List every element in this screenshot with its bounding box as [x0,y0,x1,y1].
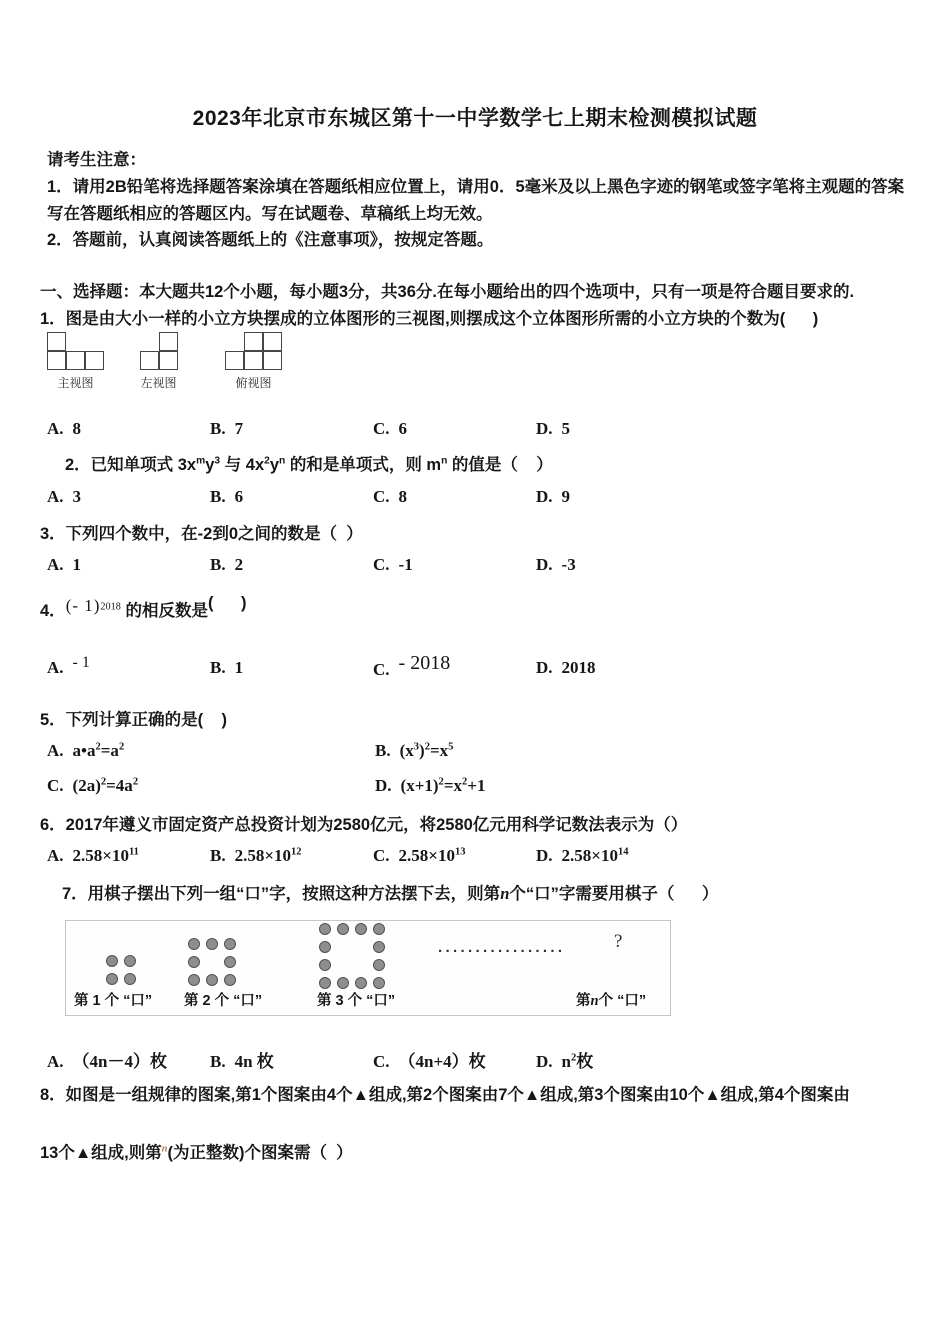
option-value: - 2018 [398,652,451,674]
option-value: $(x+1)^2=x^2+1$ [400,776,486,795]
question-8-line-2: 13个▲组成,则第$^n$(为正整数)个图案需（ ） [40,1143,353,1162]
question-mark: ? [614,931,623,952]
notice-heading: 请考生注意： [47,151,146,169]
option-letter: C. [373,660,390,679]
q7-figure-3-label: 第 3 个 “口” [317,993,396,1009]
q6-option-d [536,846,699,866]
q7-figure-2-dots [188,938,236,986]
option-letter: A. [47,419,64,438]
option-letter: C. [373,555,390,574]
option-value: 1 [72,555,82,574]
q5-option-d [375,776,703,796]
q3-option-d [536,555,699,575]
question-1-stem: 1．图是由大小一样的小立方块摆成的立体图形的三视图,则摆成这个立体图形所需的小立方块的个数为( ) [40,310,819,328]
q6-options [47,846,699,866]
option-value: 6 [398,419,408,438]
question-3-stem: 3．下列四个数中，在-2到0之间的数是（ ） [40,525,363,543]
q3-option-a [47,555,210,575]
option-value: $a•a^2=a^2$ [72,741,125,760]
q7-figure-2-label: 第 2 个 “口” [184,993,263,1009]
option-letter: B. [375,741,391,760]
option-letter: D. [375,776,392,795]
question-8-line-1: 8．如图是一组规律的图案,第1个图案由4个▲组成,第2个图案由7个▲组成,第3个图案由10个▲组成,第4个图案由 [40,1086,850,1104]
q4-option-c [373,652,536,681]
option-value: $2.58\times 10^{11}$ [72,846,139,865]
option-value: 3 [72,487,82,506]
q7-figure-box [65,920,671,1016]
question-7-stem: 7．用棋子摆出下列一组“口”字，按照这种方法摆下去，则第n个“口”字需要用棋子（ ） [62,884,719,903]
option-value: 7 [234,419,244,438]
q5-option-c [47,776,375,796]
q5-option-a [47,741,375,761]
option-value: $2.58\times 10^{13}$ [398,846,466,865]
q2-option-a [47,487,210,507]
option-letter: A. [47,487,64,506]
q1-option-a [47,419,210,439]
q1-option-d [536,419,699,439]
option-value: 9 [561,487,571,506]
option-value: -3 [561,555,576,574]
q3-option-b [210,555,373,575]
option-value: 8 [398,487,408,506]
option-value: 1 [234,658,244,677]
q2-option-b [210,487,373,507]
option-letter: B. [210,1052,226,1071]
q2-option-d [536,487,699,507]
option-value: $(x^3)^2=x^5$ [399,741,454,760]
option-letter: D. [536,658,553,677]
option-value: 4n 枚 [234,1052,274,1071]
q7-figure-n-label: 第n个 “口” [576,993,647,1009]
option-letter: B. [210,555,226,574]
q4-option-b [210,658,373,681]
option-letter: A. [47,658,64,677]
option-value: $(2a)^2=4a^2$ [72,776,139,795]
option-value: $2.58\times 10^{12}$ [234,846,302,865]
q5-option-b [375,741,703,761]
q1-option-b [210,419,373,439]
q7-figure-3-dots [319,923,385,989]
option-value: 2018 [561,658,596,677]
top-view-label: 俯视图 [235,376,272,390]
option-value: -1 [398,555,413,574]
q4-options [47,652,699,681]
q7-option-b [210,1047,373,1072]
q3-options [47,555,699,575]
notice-item-1: 1．请用2B铅笔将选择题答案涂填在答题纸相应位置上，请用0．5毫米及以上黑色字迹的钢笔或签字笔将主观题的答案写在答题纸相应的答题区内。写在试题卷、草稿纸上均无效。 [47,178,905,223]
q6-option-a [47,846,210,866]
q2-option-c [373,487,536,507]
q7-options [47,1047,699,1072]
option-value: （4n+4）枚 [398,1052,486,1071]
option-letter: A. [47,555,64,574]
question-4-stem: 4．(- 1)$^{2018}$ 的相反数是( ) [40,594,247,620]
q7-figure-1-dots [106,955,136,985]
option-value: （4n－4）枚 [72,1052,167,1071]
ellipsis-dots: ················· [438,943,566,960]
option-letter: D. [536,555,553,574]
option-letter: B. [210,487,226,506]
left-view-figure [140,332,178,370]
q4-option-d [536,658,699,681]
page-title: 2023年北京市东城区第十一中学数学七上期末检测模拟试题 [192,107,758,130]
q5-options-row-1 [47,741,703,761]
option-letter: D. [536,1052,553,1071]
option-letter: C. [373,1052,390,1071]
question-2-stem: 2．已知单项式 $3x^my^3$ 与 $4x^2y^n$ 的和是单项式，则 $m^n$ 的值是（ ） [65,455,553,474]
option-letter: A. [47,1052,64,1071]
question-6-stem: 6．2017年遵义市固定资产总投资计划为2580亿元，将2580亿元用科学记数法表示为（） [40,816,688,834]
option-letter: B. [210,419,226,438]
q4-option-a [47,654,210,681]
section-1-header: 一、选择题：本大题共12个小题，每小题3分，共36分.在每小题给出的四个选项中，只有一项是符合题目要求的. [40,283,855,301]
q1-options [47,419,699,439]
option-value: 8 [72,419,82,438]
q6-option-b [210,846,373,866]
option-letter: C. [373,487,390,506]
front-view-label: 主视图 [57,376,94,390]
q6-option-c [373,846,536,866]
option-letter: A. [47,741,64,760]
q7-option-c [373,1047,536,1072]
option-letter: B. [210,658,226,677]
option-letter: D. [536,419,553,438]
q1-option-c [373,419,536,439]
option-letter: D. [536,846,553,865]
left-view-label: 左视图 [140,376,177,390]
option-value: 2 [234,555,244,574]
option-letter: C. [47,776,64,795]
notice-item-2: 2．答题前，认真阅读答题纸上的《注意事项》，按规定答题。 [47,231,494,249]
question-5-stem: 5．下列计算正确的是( ) [40,711,228,729]
top-view-figure [225,332,282,370]
option-letter: D. [536,487,553,506]
option-value: - 1 [72,654,90,671]
q2-options [47,487,699,507]
q7-figure-1-label: 第 1 个 “口” [74,993,153,1009]
option-value: $2.58\times 10^{14}$ [561,846,629,865]
q3-option-c [373,555,536,575]
option-value: $n^2$枚 [561,1052,594,1071]
q7-option-d [536,1047,699,1072]
option-letter: C. [373,846,390,865]
q5-options-row-2 [47,776,703,796]
option-value: 5 [561,419,571,438]
option-letter: B. [210,846,226,865]
q7-option-a [47,1047,210,1072]
option-letter: A. [47,846,64,865]
option-value: 6 [234,487,244,506]
option-letter: C. [373,419,390,438]
front-view-figure [47,332,104,370]
